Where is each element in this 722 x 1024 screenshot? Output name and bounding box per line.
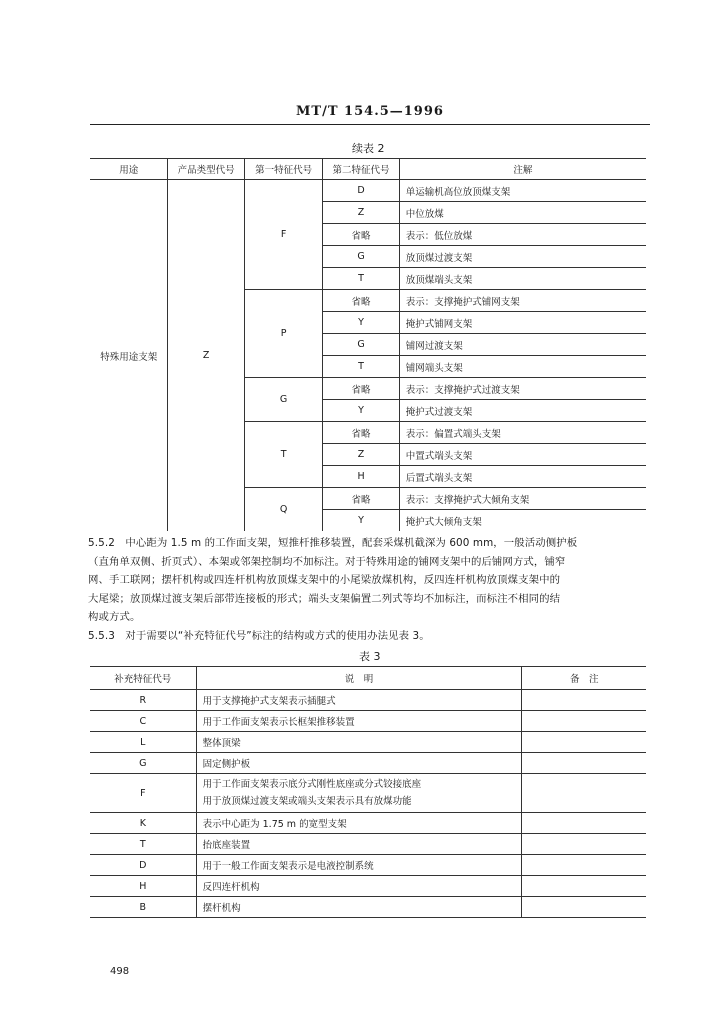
t3-desc-line: 用于放顶煤过渡支架或端头支架表示具有放煤功能: [202, 796, 412, 807]
t3-desc-line: 用于一般工作面支架表示是电液控制系统: [202, 861, 374, 872]
t2-note: 掩护式大倾角支架: [399, 510, 646, 532]
para-552-line: 大尾梁；放顶煤过渡支架后部带连接板的形式；端头支架偏置二列式等均不加标注，而标注不相同的结: [88, 592, 561, 605]
t3-desc-line: 用于工作面支架表示底分式刚性底座或分式铰接底座: [202, 779, 422, 790]
t2-second-code: H: [323, 466, 399, 488]
t2-second-code: 省略: [323, 488, 399, 510]
t3-row: [90, 732, 646, 753]
t2-first-code: Q: [244, 488, 322, 532]
t3-desc: [196, 897, 522, 918]
t3-col-desc: 说 明: [196, 667, 522, 690]
t2-type-code: Z: [168, 180, 244, 532]
t3-desc: [196, 876, 522, 897]
paragraph-5-5-3: 5.5.3 对于需要以“补充特征代号”标注的结构或方式的使用办法见表 3。: [88, 630, 430, 642]
t3-remark: [522, 774, 646, 813]
t3-code: R: [90, 690, 196, 711]
t2-first-code: G: [244, 378, 322, 422]
table3: [90, 666, 646, 918]
t2-second-code: 省略: [323, 290, 399, 312]
standard-header: MT/T 154.5—1996: [296, 104, 444, 119]
t2-note: 放顶煤端头支架: [399, 268, 646, 290]
t3-desc-line: 抬底座装置: [202, 840, 251, 851]
t2-col-second: 第二特征代号: [323, 159, 399, 180]
para-552-line: （直角单双侧、折页式）、本架或邻架控制均不加标注。对于特殊用途的铺网支架中的后铺网方式，铺窄: [88, 555, 566, 568]
t3-remark: [522, 813, 646, 834]
t2-note: 铺网端头支架: [399, 356, 646, 378]
paragraph-5-5-2: [88, 534, 648, 627]
t3-row: [90, 711, 646, 732]
t3-row: [90, 753, 646, 774]
t3-remark: [522, 855, 646, 876]
t2-second-code: Z: [323, 202, 399, 224]
t2-note: 表示：支撑掩护式铺网支架: [399, 290, 646, 312]
t2-first-code: P: [244, 290, 322, 378]
t2-second-code: 省略: [323, 422, 399, 444]
t3-code: C: [90, 711, 196, 732]
t3-row: [90, 897, 646, 918]
t2-col-type: 产品类型代号: [168, 159, 244, 180]
t2-note: 单运输机高位放顶煤支架: [405, 186, 511, 198]
t3-code: K: [90, 813, 196, 834]
t3-remark: [522, 690, 646, 711]
para-552-line: 5.5.2 中心距为 1.5 m 的工作面支架，短推杆推移装置，配套采煤机截深为 600 mm，一般活动侧护板: [88, 537, 578, 549]
t2-second-code: 省略: [323, 378, 399, 400]
t3-row: [90, 774, 646, 813]
t2-col-note: 注解: [399, 159, 646, 180]
table2-caption: 续表 2: [352, 142, 385, 155]
t3-desc: [196, 855, 522, 876]
t3-row: [90, 834, 646, 855]
t3-remark: [522, 876, 646, 897]
t3-row: [90, 813, 646, 834]
t2-second-code: T: [323, 356, 399, 378]
t3-col-code: 补充特征代号: [90, 667, 196, 690]
t2-note: 放顶煤过渡支架: [399, 246, 646, 268]
t3-remark: [522, 753, 646, 774]
t2-note: 表示：支撑掩护式过渡支架: [399, 378, 646, 400]
t3-code: G: [90, 753, 196, 774]
t2-second-code: G: [323, 334, 399, 356]
t3-remark: [522, 711, 646, 732]
t3-desc-line: 反四连杆机构: [202, 882, 260, 893]
table2: [90, 158, 646, 531]
t2-second-code: Z: [323, 444, 399, 466]
t2-note: 中位放煤: [399, 202, 646, 224]
t3-desc: [196, 753, 522, 774]
t2-col-usage: 用途: [90, 159, 168, 180]
t3-code: D: [90, 855, 196, 876]
t2-note: 铺网过渡支架: [399, 334, 646, 356]
t2-note: 表示：支撑掩护式大倾角支架: [399, 488, 646, 510]
t3-desc-line: 固定侧护板: [202, 759, 251, 770]
para-552-line: 网、手工联网；摆杆机构或四连杆机构放顶煤支架中的小尾梁放煤机构，反四连杆机构放顶煤支架中的: [88, 574, 561, 586]
t2-note: 中置式端头支架: [399, 444, 646, 466]
table3-caption: 表 3: [359, 650, 381, 663]
t3-code: L: [90, 732, 196, 753]
t3-row: [90, 690, 646, 711]
header-rule: [90, 124, 650, 125]
t3-code: F: [90, 774, 196, 813]
t3-code: H: [90, 876, 196, 897]
t2-note: 表示：低位放煤: [399, 224, 646, 246]
t2-second-code: 省略: [323, 224, 399, 246]
t3-desc-line: 整体顶梁: [202, 738, 241, 749]
t3-remark: [522, 732, 646, 753]
t3-remark: [522, 834, 646, 855]
t3-desc: [196, 813, 522, 834]
t2-second-code: G: [323, 246, 399, 268]
t3-desc: [196, 732, 522, 753]
t3-row: [90, 855, 646, 876]
t3-code: T: [90, 834, 196, 855]
t3-desc: [196, 711, 522, 732]
t2-col-first: 第一特征代号: [244, 159, 322, 180]
t2-note: 后置式端头支架: [399, 466, 646, 488]
para-552-line: 构或方式。: [88, 611, 141, 623]
t2-second-code: Y: [323, 400, 399, 422]
t3-desc-line: 表示中心距为 1.75 m 的宽型支架: [202, 819, 347, 830]
t2-note: 表示：偏置式端头支架: [399, 422, 646, 444]
t2-row: [90, 180, 646, 202]
t2-note: 掩护式铺网支架: [399, 312, 646, 334]
t2-first-code: F: [244, 180, 322, 290]
t3-row: [90, 876, 646, 897]
t2-second-code: Y: [323, 510, 399, 532]
t2-usage: 特殊用途支架: [90, 180, 168, 532]
t2-second-code: Y: [323, 312, 399, 334]
t3-desc-line: 摆杆机构: [202, 903, 241, 914]
t3-code: B: [90, 897, 196, 918]
t3-desc: [196, 690, 522, 711]
page-number: 498: [110, 966, 130, 977]
t2-second-code: T: [323, 268, 399, 290]
t2-note: 掩护式过渡支架: [399, 400, 646, 422]
t3-desc-line: 用于工作面支架表示长框架推移装置: [202, 717, 355, 728]
t2-second-code: D: [323, 180, 399, 202]
t3-col-remark: 备 注: [522, 667, 646, 690]
t3-remark: [522, 897, 646, 918]
t3-desc: [196, 774, 522, 813]
t2-first-code: T: [244, 422, 322, 488]
t3-desc: [196, 834, 522, 855]
t3-desc-line: 用于支撑掩护式支架表示插腿式: [202, 696, 336, 707]
